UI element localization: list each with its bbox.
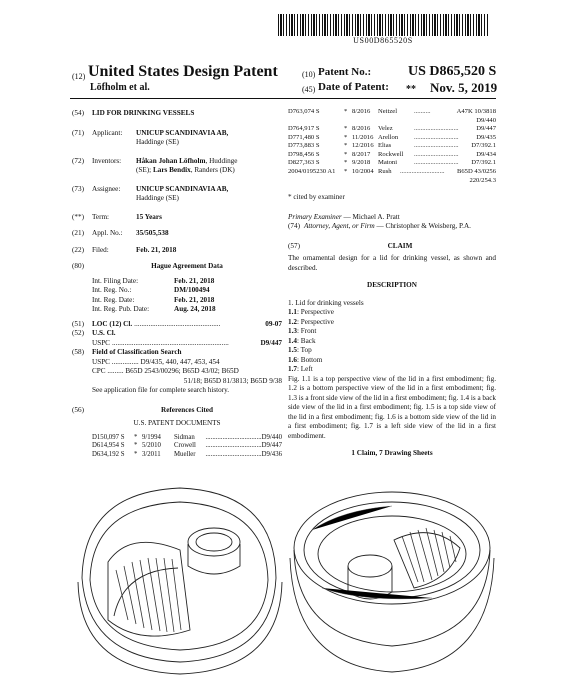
citation-row: D827,363 S * 9/2018 Matoni ........................... D7/392.1 bbox=[288, 159, 496, 167]
date-label: Date of Patent: bbox=[318, 81, 389, 93]
patent-date: Nov. 5, 2019 bbox=[430, 80, 498, 95]
figure-item: 1.6: Bottom bbox=[288, 355, 323, 364]
claim-heading: (57) CLAIM bbox=[288, 241, 413, 250]
citation-row: D798,456 S * 8/2017 Rockwell ........................... D9/434 bbox=[288, 150, 496, 158]
figure-lid-bottom-perspective bbox=[70, 470, 290, 680]
reference-row: D614,954 S * 5/2010 Crowell ................................. D9/447 bbox=[92, 442, 282, 450]
citation-row: 2004/0195230 A1 * 10/2004 Rush ........................... B65D 43/0256 bbox=[288, 167, 496, 175]
description-intro: 1. Lid for drinking vessels bbox=[288, 298, 364, 307]
us-patent-docs: U.S. PATENT DOCUMENTS bbox=[133, 419, 221, 427]
description-paragraph: Fig. 1.1 is a top perspective view of the lid in a first embodiment; fig. 1.2 is a bottom perspective view of the lid in a first embodiment; fig. 1.3 is a front side view of the lid in a first embodiment; fig. 1.4 is a back side view of the lid in a first embodiment; fig. 1.5 is a top side view of the lid in a first embodiment; fig. 1.6 is a bottom side view of the lid in a first embodiment; fig. 1.7 is a left side view of the lid in a first embodiment. bbox=[288, 374, 496, 440]
citation-row: D9/440 bbox=[476, 116, 496, 124]
cited-by-examiner: * cited by examiner bbox=[288, 193, 345, 202]
citation-row: 220/254.3 bbox=[469, 176, 496, 184]
barcode-number: US00D865520S bbox=[353, 36, 413, 45]
figure-item: 1.2: Perspective bbox=[288, 317, 334, 326]
date-mark: ** bbox=[406, 84, 416, 95]
inventor-line: Löfholm et al. bbox=[90, 82, 150, 93]
field-search-body: USPC ............... D9/435, 440, 447, 453, 454 CPC ......... B65D 2543/00296; B65D 43/02; B65D 51/18; B65D 81/3813; B65D 9/38 See application file for complete search history. bbox=[92, 357, 282, 394]
term-field: (**) Term: 15 Years bbox=[72, 212, 162, 221]
inventors-field: (72) Inventors: Håkan Johan Löfholm, Huddinge (SE); Lars Bendix, Randers (DK) bbox=[72, 156, 238, 174]
applicant-field: (71) Applicant: UNICUP SCANDINAVIA AB, Haddinge (SE) bbox=[72, 128, 229, 146]
us-cl-field: (52) U.S. Cl. bbox=[72, 329, 116, 337]
patent-no-code: (10) bbox=[302, 70, 316, 79]
claims-summary: 1 Claim, 7 Drawing Sheets bbox=[351, 449, 433, 458]
references-table bbox=[72, 434, 282, 461]
doc-type: United States Design Patent bbox=[88, 63, 278, 80]
appl-no-field: (21) Appl. No.: 35/505,538 bbox=[72, 229, 169, 237]
figure-item: 1.5: Top bbox=[288, 346, 312, 355]
attorney-field: (74) Attorney, Agent, or Firm — Christopher & Weisberg, P.A. bbox=[288, 222, 471, 231]
hague-row: Int. Reg. Date: Feb. 21, 2018 bbox=[92, 295, 215, 304]
figure-item: 1.3: Front bbox=[288, 327, 317, 336]
patent-no-label: Patent No.: bbox=[318, 66, 372, 78]
hague-row: Int. Filing Date: Feb. 21, 2018 bbox=[92, 276, 215, 285]
uspc-field: USPC ................................................................. D9/447 bbox=[92, 338, 282, 347]
citation-row: D763,074 S * 8/2016 Neitzel .......... A47K 10/3818 bbox=[288, 108, 496, 115]
filed-field: (22) Filed: Feb. 21, 2018 bbox=[72, 245, 177, 254]
patent-number: US D865,520 S bbox=[408, 64, 497, 79]
primary-examiner: Primary Examiner — Michael A. Pratt bbox=[288, 212, 400, 221]
date-code: (45) bbox=[302, 85, 316, 94]
figure-item: 1.1: Perspective bbox=[288, 308, 334, 317]
hague-table bbox=[72, 277, 282, 315]
assignee-name: UNICUP SCANDINAVIA AB, bbox=[136, 184, 229, 193]
loc-field: (51) LOC (12) Cl. ................................................ 09-07 bbox=[72, 319, 282, 328]
figure-lid-top-perspective bbox=[282, 470, 502, 680]
hague-row: Int. Reg. Pub. Date: Aug. 24, 2018 bbox=[92, 305, 216, 313]
left-column bbox=[72, 109, 282, 460]
claim-text: The ornamental design for a lid for drinking vessel, as shown and described. bbox=[288, 254, 496, 272]
figure-item: 1.7: Left bbox=[288, 365, 313, 374]
citation-row: D773,883 S * 12/2016 Elias ........................... D7/392.1 bbox=[288, 142, 496, 150]
description-heading: DESCRIPTION bbox=[367, 281, 417, 290]
hague-row: Int. Reg. No.: DM/100494 bbox=[92, 286, 210, 294]
header-rule bbox=[70, 98, 496, 99]
citation-row: D764,917 S * 8/2016 Velez ........................... D9/447 bbox=[288, 125, 496, 133]
field-search-heading: (58) Field of Classification Search bbox=[72, 348, 182, 356]
citations-table bbox=[288, 108, 496, 185]
patent-title: LID FOR DRINKING VESSELS bbox=[92, 109, 195, 117]
doc-type-code: (12) bbox=[72, 72, 86, 81]
hague-heading: (80) Hague Agreement Data bbox=[72, 262, 223, 270]
assignee-field: (73) Assignee: UNICUP SCANDINAVIA AB, Haddinge (SE) bbox=[72, 184, 229, 202]
figure-item: 1.4: Back bbox=[288, 336, 316, 345]
applicant-name: UNICUP SCANDINAVIA AB, bbox=[136, 128, 229, 137]
citation-row: D771,480 S * 11/2016 Arellon ........................... D9/435 bbox=[288, 133, 496, 141]
reference-row: D634,192 S * 3/2011 Mueller ................................. D9/436 bbox=[92, 451, 282, 459]
title-field: (54) LID FOR DRINKING VESSELS bbox=[72, 109, 195, 117]
right-column bbox=[288, 108, 496, 459]
figure-list bbox=[288, 308, 496, 375]
references-heading: (56) References Cited bbox=[72, 405, 213, 414]
reference-row: D150,097 S * 9/1994 Sidman ................................. D9/440 bbox=[92, 433, 282, 441]
barcode-image bbox=[278, 14, 488, 36]
